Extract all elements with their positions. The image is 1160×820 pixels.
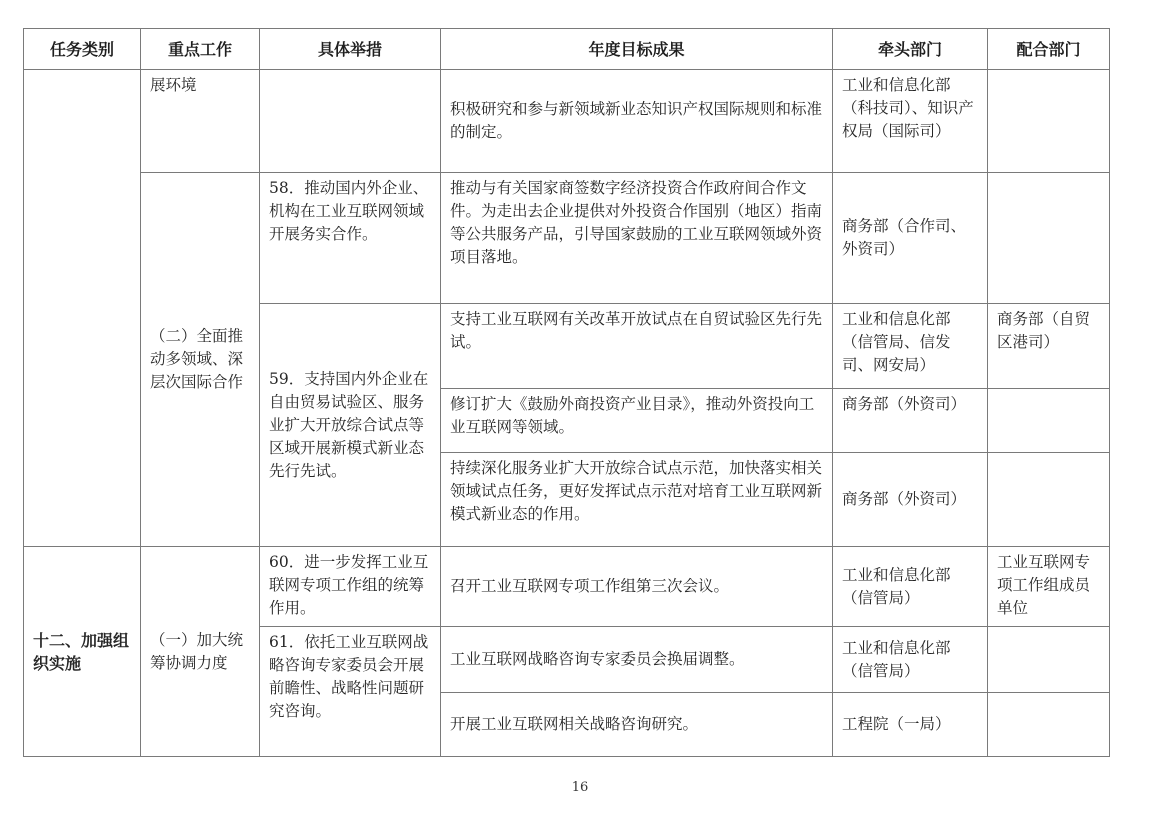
goal-cell: 开展工业互联网相关战略咨询研究。 (441, 693, 833, 757)
lead-dept-cell: 工业和信息化部（信管局、信发司、网安局） (833, 304, 988, 389)
category-cell-empty (24, 70, 141, 547)
table-row (24, 547, 1110, 627)
header-row (24, 29, 1110, 70)
header-annual-goal: 年度目标成果 (441, 29, 833, 70)
measure-cell: 61．依托工业互联网战略咨询专家委员会开展前瞻性、战略性问题研究咨询。 (260, 627, 441, 757)
header-measures: 具体举措 (260, 29, 441, 70)
measure-cell: 59．支持国内外企业在自由贸易试验区、服务业扩大开放综合试点等区域开展新模式新业态先行先试。 (260, 304, 441, 547)
table-row (24, 70, 1110, 173)
category-cell: 十二、加强组织实施 (24, 547, 141, 757)
key-work-cell: 展环境 (141, 70, 260, 173)
coop-dept-cell (988, 453, 1110, 547)
lead-dept-cell: 商务部（合作司、外资司） (833, 173, 988, 304)
table-row (24, 173, 1110, 304)
measure-cell: 58．推动国内外企业、机构在工业互联网领域开展务实合作。 (260, 173, 441, 304)
header-category: 任务类别 (24, 29, 141, 70)
measure-cell: 60．进一步发挥工业互联网专项工作组的统筹作用。 (260, 547, 441, 627)
coop-dept-cell (988, 389, 1110, 453)
coop-dept-cell: 工业互联网专项工作组成员单位 (988, 547, 1110, 627)
goal-cell: 召开工业互联网专项工作组第三次会议。 (441, 547, 833, 627)
goal-cell: 修订扩大《鼓励外商投资产业目录》，推动外资投向工业互联网等领域。 (441, 389, 833, 453)
key-work-cell: （二）全面推动多领域、深层次国际合作 (141, 173, 260, 547)
coop-dept-cell (988, 70, 1110, 173)
header-coop-dept: 配合部门 (988, 29, 1110, 70)
lead-dept-cell: 商务部（外资司） (833, 389, 988, 453)
lead-dept-cell: 工业和信息化部（科技司）、知识产权局（国际司） (833, 70, 988, 173)
coop-dept-cell (988, 693, 1110, 757)
goal-cell: 积极研究和参与新领域新业态知识产权国际规则和标准的制定。 (441, 70, 833, 173)
task-table (23, 28, 1110, 757)
key-work-cell: （一）加大统筹协调力度 (141, 547, 260, 757)
goal-cell: 推动与有关国家商签数字经济投资合作政府间合作文件。为走出去企业提供对外投资合作国别（地区）指南等公共服务产品，引导国家鼓励的工业互联网领域外资项目落地。 (441, 173, 833, 304)
lead-dept-cell: 商务部（外资司） (833, 453, 988, 547)
lead-dept-cell: 工业和信息化部（信管局） (833, 627, 988, 693)
page-number: 16 (571, 780, 589, 795)
lead-dept-cell: 工程院（一局） (833, 693, 988, 757)
goal-cell: 支持工业互联网有关改革开放试点在自贸试验区先行先试。 (441, 304, 833, 389)
goal-cell: 持续深化服务业扩大开放综合试点示范，加快落实相关领域试点任务，更好发挥试点示范对培育工业互联网新模式新业态的作用。 (441, 453, 833, 547)
coop-dept-cell: 商务部（自贸区港司） (988, 304, 1110, 389)
header-lead-dept: 牵头部门 (833, 29, 988, 70)
coop-dept-cell (988, 627, 1110, 693)
goal-cell: 工业互联网战略咨询专家委员会换届调整。 (441, 627, 833, 693)
measure-cell-empty (260, 70, 441, 173)
coop-dept-cell (988, 173, 1110, 304)
header-key-work: 重点工作 (141, 29, 260, 70)
lead-dept-cell: 工业和信息化部（信管局） (833, 547, 988, 627)
